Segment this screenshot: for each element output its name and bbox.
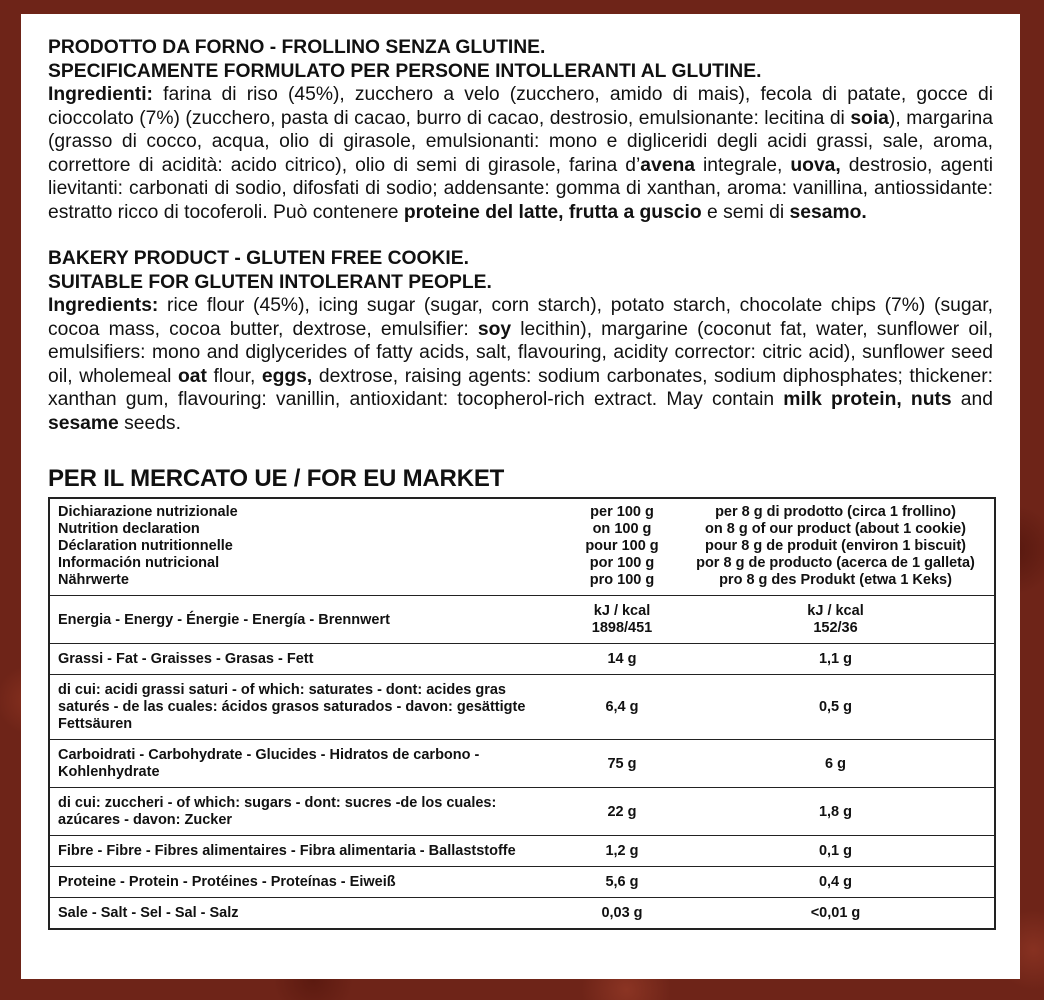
ingredient-text: e semi di <box>701 201 790 223</box>
allergen: milk protein, nuts <box>783 389 952 410</box>
header-line: on 100 g <box>592 521 652 537</box>
english-ingredients <box>48 294 993 435</box>
nutrient-label: Proteine - Protein - Protéines - Proteínas - Eiweiß <box>49 867 567 898</box>
italian-title-1: PRODOTTO DA FORNO - FROLLINO SENZA GLUTINE. <box>48 37 546 58</box>
header-line: Déclaration nutritionnelle <box>58 538 233 554</box>
header-per-100g <box>567 498 677 596</box>
english-ingredients-label: Ingredients: <box>48 295 159 316</box>
italian-ingredients-label: Ingredienti: <box>48 84 153 105</box>
allergen: soy <box>477 318 512 340</box>
energy-per-100g <box>567 596 677 644</box>
ingredient-text: rice flour (45%), icing sugar (sugar, corn starch), potato starch, chocolate chips (7%) (sugar, cocoa mass, cocoa butter, dextrose, emulsifier: <box>48 295 993 340</box>
value-per-8g: 0,4 g <box>677 867 995 898</box>
italian-title-2: SPECIFICAMENTE FORMULATO PER PERSONE INTOLLERANTI AL GLUTINE. <box>48 60 762 82</box>
header-line: Dichiarazione nutrizionale <box>58 504 238 520</box>
energy-unit: kJ / kcal <box>807 603 864 619</box>
table-row-energy <box>49 596 995 644</box>
value-per-8g: 0,1 g <box>677 836 995 867</box>
table-row <box>49 867 995 898</box>
value-per-8g: 0,5 g <box>677 675 995 740</box>
ingredient-text: dextrose, raising agents: sodium carbonates, sodium diphosphates; thickener: xanthan gum, flavouring: vanillin, antioxidant: tocopherol-rich extract. May contain <box>48 365 994 410</box>
market-title: PER IL MERCATO UE / FOR EU MARKET <box>48 465 505 492</box>
allergen: avena <box>640 154 695 176</box>
energy-unit: kJ / kcal <box>593 603 651 619</box>
header-line: Nutrition declaration <box>58 521 200 537</box>
table-header-row <box>49 498 995 596</box>
value-per-8g: 1,1 g <box>677 644 995 675</box>
value-per-100g: 5,6 g <box>567 867 677 898</box>
english-title-2: SUITABLE FOR GLUTEN INTOLERANT PEOPLE. <box>48 271 492 293</box>
header-line: por 100 g <box>589 555 655 571</box>
table-row <box>49 644 995 675</box>
header-line: pro 100 g <box>589 572 655 588</box>
energy-label: Energia - Energy - Énergie - Energía - Brennwert <box>49 596 567 644</box>
nutrition-table <box>48 497 996 930</box>
table-row <box>49 788 995 836</box>
ingredient-text: ), margarina (grasso di cocco, acqua, olio di girasole, emulsionanti: mono e digliceridi degli acidi grassi, sale, aroma, correttore di acidità: acido citrico), olio di semi di girasole, farina d’ <box>48 107 993 176</box>
allergen: proteine del latte, frutta a guscio <box>403 201 702 223</box>
header-line: pro 8 g des Produkt (etwa 1 Keks) <box>719 572 952 588</box>
nutrient-label: di cui: acidi grassi saturi - of which: saturates - dont: acides gras saturés - de las cuales: ácidos grasos saturados - davon: gesättigte Fettsäuren <box>49 675 567 740</box>
ingredient-text: destrosio, agenti lievitanti: carbonati di sodio, difosfati di sodio; addensante: gomma di xanthan, aroma: vanillina, antiossidante: estratto ricco di tocoferoli. Può contenere <box>48 154 993 223</box>
allergen: uova, <box>790 154 841 176</box>
nutrient-label: Grassi - Fat - Graisses - Grasas - Fett <box>49 644 567 675</box>
header-line: per 8 g di prodotto (circa 1 frollino) <box>715 504 956 520</box>
value-per-100g: 75 g <box>567 740 677 788</box>
value-per-8g: <0,01 g <box>677 898 995 930</box>
header-line: on 8 g of our product (about 1 cookie) <box>705 521 966 537</box>
nutrient-label: Fibre - Fibre - Fibres alimentaires - Fibra alimentaria - Ballaststoffe <box>49 836 567 867</box>
header-line: por 8 g de producto (acerca de 1 galleta) <box>696 555 975 571</box>
header-line: pour 8 g de produit (environ 1 biscuit) <box>704 538 966 554</box>
allergen: oat <box>178 365 207 387</box>
header-line: Información nutricional <box>58 555 220 571</box>
allergen: soia <box>850 107 889 129</box>
header-line: pour 100 g <box>585 538 659 554</box>
ingredient-text: and <box>951 389 993 410</box>
label-panel <box>21 14 1020 979</box>
english-section <box>48 247 993 435</box>
header-line: Nährwerte <box>58 572 129 588</box>
nutrient-label: Sale - Salt - Sel - Sal - Salz <box>49 898 567 930</box>
allergen: sesame <box>48 412 119 434</box>
energy-value: 152/36 <box>813 620 858 636</box>
italian-section <box>48 36 993 224</box>
table-row <box>49 898 995 930</box>
italian-ingredients <box>48 83 993 224</box>
ingredient-text: farina di riso (45%), zucchero a velo (zucchero, amido di mais), fecola di patate, gocce di cioccolato (7%) (zucchero, pasta di cacao, burro di cacao, destrosio, emulsionante: lecitina di <box>48 84 993 129</box>
energy-value: 1898/451 <box>591 620 653 636</box>
table-row <box>49 740 995 788</box>
header-declaration <box>49 498 567 596</box>
value-per-8g: 6 g <box>677 740 995 788</box>
nutrient-label: di cui: zuccheri - of which: sugars - dont: sucres -de los cuales: azúcares - davon: Zucker <box>49 788 567 836</box>
ingredient-text: flour, <box>206 365 262 387</box>
energy-per-8g <box>677 596 995 644</box>
value-per-100g: 22 g <box>567 788 677 836</box>
value-per-100g: 6,4 g <box>567 675 677 740</box>
english-title-1: BAKERY PRODUCT - GLUTEN FREE COOKIE. <box>48 248 469 269</box>
allergen: eggs, <box>261 365 313 387</box>
allergen: sesamo. <box>789 201 867 223</box>
table-row <box>49 836 995 867</box>
nutrient-label: Carboidrati - Carbohydrate - Glucides - Hidratos de carbono - Kohlenhydrate <box>49 740 567 788</box>
table-row <box>49 675 995 740</box>
value-per-100g: 1,2 g <box>567 836 677 867</box>
ingredient-text: seeds. <box>118 412 181 434</box>
ingredient-text: integrale, <box>694 154 791 176</box>
header-per-8g <box>677 498 995 596</box>
value-per-100g: 14 g <box>567 644 677 675</box>
ingredient-text: lecithin), margarine (coconut fat, water, sunflower oil, emulsifiers: mono and diglycerides of fatty acids, salt, flavouring, acidity corrector: citric acid), sunflower seed oil, wholemeal <box>48 318 994 387</box>
value-per-8g: 1,8 g <box>677 788 995 836</box>
header-line: per 100 g <box>590 504 654 520</box>
value-per-100g: 0,03 g <box>567 898 677 930</box>
